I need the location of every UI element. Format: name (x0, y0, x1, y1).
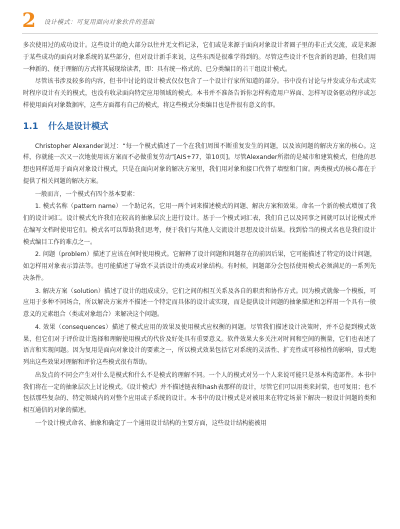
body-paragraph: 一般而言，一个模式有四个基本要素： (35, 190, 139, 198)
chapter-number: 2 (22, 8, 36, 32)
section-number: 1.1 (23, 121, 39, 132)
page-content (23, 40, 376, 431)
section-heading (23, 121, 376, 133)
watermark-text: 若干 (242, 65, 255, 73)
body-paragraph: 一个设计模式命名、抽象和确定了一个通用设计结构的主要方面，这些设计结构能被用 (35, 419, 267, 427)
body-paragraph: 3. 解决方案（solution）描述了设计的组成成分，它们之间的相互关系及各自的职责和协作方式。因为模式就像一个模板，可应用于多种不同场合，所以解决方案并不描述一个特定而具体的设计或实现，而是提供设计问题的抽象描述和怎样用一个具有一般意义的元素组合（类或对象组合）来解决这个问题。 (23, 287, 376, 318)
body-paragraph: 多次使用过的成功设计。这些设计的绝大部分以往并无文档记录，它们或是来源于面向对象设计者圈子里的非正式交流，或是来源于某些成功的面向对象系统的某些部分，但对设计新手来说，这些东西是很难学得到的。尽管这些设计不包含新的思路，但我们用一种新的、便于理解的方式将其展现给读者，即：具有统一格式的、已分类编目的若干组设计模式。 (23, 42, 376, 73)
body-paragraph: 出发点的不同会产生对什么是模式和什么不是模式的理解不同。一个人的模式对另一个人来说可能只是基本构造部件。本书中我们将在一定的抽象层次上讨论模式。《设计模式》并不描述链表和hash表那样的设计，尽管它们可以用类来封装，也可复用；也不包括那些复杂的、特定领域内的对整个应用或子系统的设计。本书中的设计模式是对被用来在特定场景下解决一般设计问题的类和相互通信的对象的描述。 (23, 371, 376, 414)
body-paragraph: 4. 效果（consequences）描述了模式应用的效果及使用模式应权衡的问题。尽管我们描述设计决策时，并不总提到模式效果，但它们对于评价设计选择和理解使用模式的代价及好处具有重要意义。软件效果大多关注对时间和空间的衡量，它们也表述了语言和实现问题。因为复用是面向对象设计的要素之一，所以模式效果包括它对系统的灵活性、扩充性或可移植性的影响，显式地列出这些效果对理解和评价这些模式很有帮助。 (23, 323, 376, 366)
body-paragraph: 2. 问题（problem）描述了应该在何时使用模式。它解释了设计问题和问题存在的前因后果，它可能描述了特定的设计问题，如怎样用对象表示算法等。也可能描述了导致不灵活设计的类或对象结构。有时候，问题部分会包括使用模式必须满足的一系列先决条件。 (23, 251, 376, 282)
running-header-title: 设计模式：可复用面向对象软件的基础 (44, 19, 155, 26)
running-header (22, 8, 378, 34)
body-paragraph: 尽管该书涉及较多的内容，但书中讨论的设计模式仅仅包含了一个设计行家所知道的部分。书中没有讨论与并发或分布式或实时程序设计有关的模式，也没有收录面向特定应用领域的模式。本书并不准备告诉你怎样构造用户界面、怎样写设备驱动程序或怎样使用面向对象数据库，这些方面都有自己的模式，将这些模式分类编目也是件很有意义的事。 (23, 78, 376, 109)
section-title: 什么是设计模式 (48, 121, 109, 132)
body-paragraph: Christopher Alexander说过：“每一个模式描述了一个在我们周围不断重复发生的问题，以及该问题的解决方案的核心。这样，你就能一次又一次地使用该方案而不必做重复劳动”[AIS+77，第10页]。尽管Alexander所指的是城市和建筑模式，但他的思想也同样适用于面向对象设计模式，只是在面向对象的解决方案里，我们用对象和接口代替了墙壁和门窗。两类模式的核心都在于提供了相关问题的解决方案。 (23, 142, 376, 185)
body-paragraph: 1. 模式名称（pattern name）一个助记名，它用一两个词来描述模式的问题、解决方案和效果。命名一个新的模式增加了我们的设计词汇。设计模式允许我们在较高的抽象层次上进行设计。基于一个模式词汇表，我们自己以及同事之间就可以讨论模式并在编写文档时使用它们。模式名可以帮助我们思考，便于我们与其他人交流设计思想及设计结果。找到恰当的模式名也是我们设计模式编目工作的难点之一。 (23, 203, 376, 246)
